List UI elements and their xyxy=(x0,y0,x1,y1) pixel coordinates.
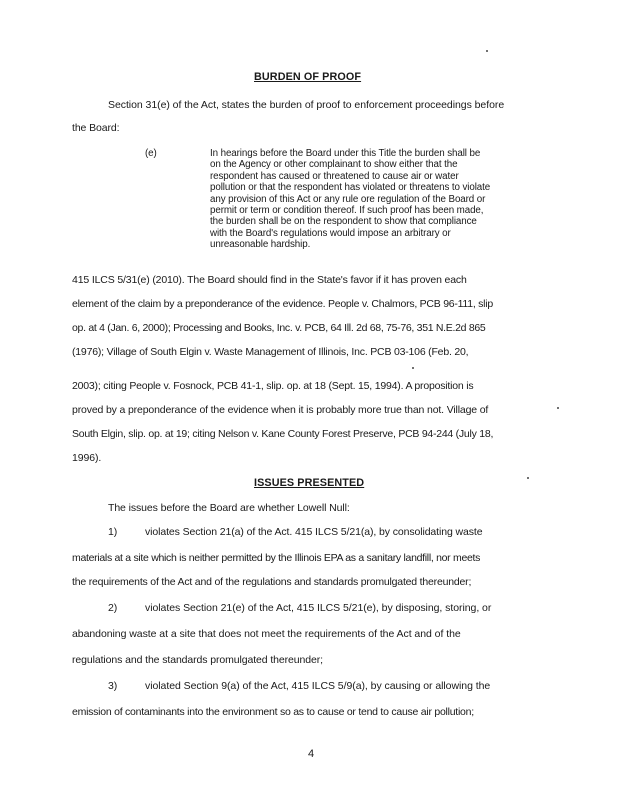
quote-line: pollution or that the respondent has violated or threatens to violate xyxy=(210,182,491,194)
quote-line: permit or term or condition thereof. If such proof has been made, xyxy=(210,205,484,217)
quote-line: on the Agency or other complainant to show either that the xyxy=(210,159,458,171)
issues-intro: The issues before the Board are whether Lowell Null: xyxy=(108,502,350,514)
scan-speck xyxy=(486,50,488,52)
heading-burden-of-proof: BURDEN OF PROOF xyxy=(254,71,362,83)
citation-line-7: South Elgin, slip. op. at 19; citing Nelson v. Kane County Forest Preserve, PCB 94-244 (July 18, xyxy=(72,428,494,440)
quote-line: any provision of this Act or any rule ore regulation of the Board or xyxy=(210,193,486,205)
citation-line-4: (1976); Village of South Elgin v. Waste Management of Illinois, Inc. PCB 03-106 (Feb. 20, xyxy=(72,346,469,358)
page-number: 4 xyxy=(308,748,315,760)
quote-line: the burden shall be on the respondent to show that compliance xyxy=(210,216,477,228)
intro-line-2: the Board: xyxy=(72,122,120,134)
issue-3-line-2: emission of contaminants into the environment so as to cause or tend to cause air pollution; xyxy=(72,706,474,718)
citation-line-1: 415 ILCS 5/31(e) (2010). The Board should find in the State's favor if it has proven each xyxy=(72,274,467,286)
issue-1-line-3: the requirements of the Act and of the regulations and standards promulgated thereunder; xyxy=(72,576,472,588)
block-quote xyxy=(210,148,490,251)
issue-2-line-2: abandoning waste at a site that does not meet the requirements of the Act and of the xyxy=(72,628,461,640)
quote-line: respondent has caused or threatened to cause air or water xyxy=(210,170,459,182)
quote-line: with the Board's regulations would impose an arbitrary or xyxy=(210,227,451,239)
citation-line-6: proved by a preponderance of the evidence when it is probably more true than not. Village of xyxy=(72,404,489,416)
quote-line: unreasonable hardship. xyxy=(210,239,311,251)
issue-3-number: 3) xyxy=(108,680,118,692)
issue-2-number: 2) xyxy=(108,602,118,614)
issue-2-first-line: violates Section 21(e) of the Act, 415 ILCS 5/21(e), by disposing, storing, or xyxy=(145,602,492,614)
issue-1-number: 1) xyxy=(108,526,118,538)
scan-speck xyxy=(557,407,559,409)
issue-1-first-line: violates Section 21(a) of the Act. 415 ILCS 5/21(a), by consolidating waste xyxy=(145,526,483,538)
citation-line-8: 1996). xyxy=(72,452,102,464)
issue-1-line-2: materials at a site which is neither permitted by the Illinois EPA as a sanitary landfill, nor meets xyxy=(72,552,481,564)
scan-speck xyxy=(412,367,414,369)
citation-line-2: element of the claim by a preponderance of the evidence. People v. Chalmors, PCB 96-111, slip xyxy=(72,298,493,310)
heading-issues-presented: ISSUES PRESENTED xyxy=(254,477,365,489)
citation-line-3: op. at 4 (Jan. 6, 2000); Processing and Books, Inc. v. PCB, 64 Ill. 2d 68, 75-76, 351 N.E.2d 865 xyxy=(72,322,486,334)
citation-line-5: 2003); citing People v. Fosnock, PCB 41-1, slip. op. at 18 (Sept. 15, 1994). A proposition is xyxy=(72,380,474,392)
intro-line-1: Section 31(e) of the Act, states the burden of proof to enforcement proceedings before xyxy=(108,99,505,111)
issue-2-line-3: regulations and the standards promulgated thereunder; xyxy=(72,654,323,666)
quote-line: In hearings before the Board under this Title the burden shall be xyxy=(210,148,481,159)
scan-speck xyxy=(527,477,529,479)
quote-label: (e) xyxy=(145,148,157,159)
issue-3-first-line: violated Section 9(a) of the Act, 415 ILCS 5/9(a), by causing or allowing the xyxy=(145,680,491,692)
